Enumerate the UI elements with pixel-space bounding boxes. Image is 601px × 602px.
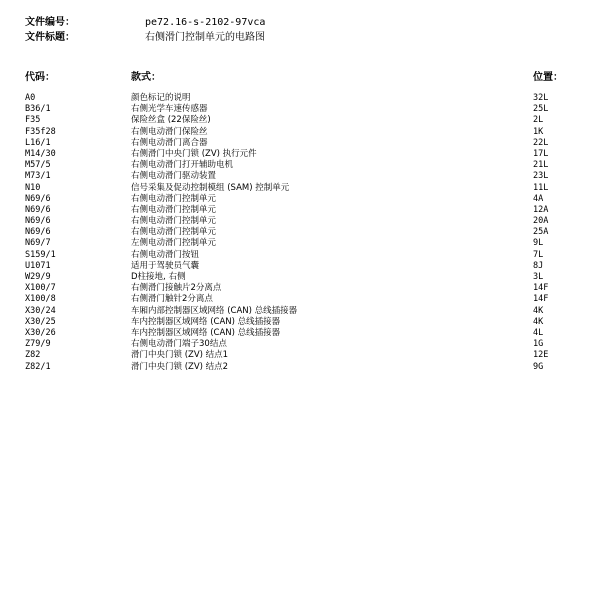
- row-code: X30/24: [25, 305, 56, 316]
- row-model: 左侧电动滑门控制单元: [131, 238, 217, 249]
- table-row: [25, 171, 585, 182]
- row-code: M14/30: [25, 148, 56, 159]
- row-code: F35: [25, 115, 41, 126]
- row-code: Z82: [25, 350, 41, 361]
- row-position: 4A: [533, 193, 544, 204]
- table-row: [25, 115, 585, 126]
- row-code: X30/25: [25, 316, 56, 327]
- row-model: 车厢内部控制器区域网络 (CAN) 总线插接器: [131, 305, 298, 316]
- table-row: [25, 194, 585, 205]
- row-model: D柱接地, 右侧: [131, 272, 186, 282]
- row-model: 右侧电动滑门打开辅助电机: [131, 160, 234, 171]
- row-position: 32L: [533, 93, 549, 103]
- row-position: 14F: [533, 294, 549, 305]
- row-model: 滑门中央门锁 (ZV) 结点1: [131, 350, 229, 361]
- row-position: 4K: [533, 305, 544, 316]
- row-code: Z79/9: [25, 339, 51, 350]
- table-row: [25, 306, 585, 317]
- row-model: 车内控制器区域网络 (CAN) 总线插接器: [131, 327, 281, 338]
- row-code: Z82/1: [25, 361, 51, 372]
- table-row: [25, 328, 585, 339]
- document-number-label: 文件编号：: [25, 17, 75, 28]
- table-row: [25, 104, 585, 115]
- row-position: 21L: [533, 160, 549, 171]
- row-position: 7L: [533, 249, 544, 260]
- row-code: A0: [25, 93, 36, 103]
- table-row: [25, 227, 585, 238]
- table-row: [25, 160, 585, 171]
- row-model: 右侧电动滑门保险丝: [131, 126, 208, 137]
- row-position: 2L: [533, 115, 544, 126]
- row-position: 22L: [533, 137, 549, 148]
- row-position: 25A: [533, 227, 549, 238]
- row-position: 4K: [533, 316, 544, 327]
- row-position: 1G: [533, 339, 544, 350]
- row-model: 右侧电动滑门控制单元: [131, 216, 217, 227]
- row-position: 17L: [533, 148, 549, 159]
- row-code: N69/7: [25, 238, 51, 249]
- row-position: 1K: [533, 126, 544, 137]
- row-position: 4L: [533, 327, 544, 338]
- row-model: 颜色标记的说明: [131, 93, 191, 103]
- table-row: [25, 238, 585, 249]
- row-position: 12E: [533, 350, 549, 361]
- row-model: 右侧电动滑门控制单元: [131, 227, 217, 238]
- row-code: X100/7: [25, 283, 56, 294]
- row-position: 9G: [533, 361, 544, 372]
- table-row: [25, 127, 585, 138]
- document-title-value: 右侧滑门控制单元的电路图: [145, 32, 265, 43]
- header-code: 代码：: [25, 72, 55, 83]
- table-row: [25, 261, 585, 272]
- row-position: 25L: [533, 104, 549, 115]
- row-model: 保险丝盒 (22保险丝): [131, 115, 211, 126]
- row-model: 右侧电动滑门控制单元: [131, 204, 217, 215]
- row-code: N69/6: [25, 227, 51, 238]
- table-row: [25, 283, 585, 294]
- row-code: M73/1: [25, 171, 51, 182]
- component-table: [25, 93, 585, 373]
- table-row: [25, 149, 585, 160]
- row-code: F35f28: [25, 126, 56, 137]
- row-model: 滑门中央门锁 (ZV) 结点2: [131, 361, 229, 372]
- row-model: 右侧电动滑门端子30结点: [131, 339, 227, 350]
- row-model: 右侧滑门接触片2分离点: [131, 283, 222, 294]
- row-model: 右侧电动滑门离合器: [131, 137, 208, 148]
- row-model: 信号采集及促动控制模组 (SAM) 控制单元: [131, 182, 290, 193]
- row-model: 右侧电动滑门控制单元: [131, 193, 217, 204]
- row-code: X30/26: [25, 327, 56, 338]
- table-row: [25, 350, 585, 361]
- row-position: 12A: [533, 204, 549, 215]
- table-header: [25, 68, 585, 82]
- row-position: 11L: [533, 182, 549, 193]
- row-position: 14F: [533, 283, 549, 294]
- row-position: 9L: [533, 238, 544, 249]
- row-position: 8J: [533, 260, 544, 271]
- header-model: 款式：: [131, 72, 161, 83]
- table-row: [25, 250, 585, 261]
- row-code: M57/5: [25, 160, 51, 171]
- row-position: 23L: [533, 171, 549, 182]
- table-row: [25, 339, 585, 350]
- row-code: N69/6: [25, 216, 51, 227]
- table-row: [25, 294, 585, 305]
- row-model: 车内控制器区域网络 (CAN) 总线插接器: [131, 316, 281, 327]
- table-row: [25, 272, 585, 283]
- row-code: N69/6: [25, 193, 51, 204]
- table-row: [25, 183, 585, 194]
- row-code: N69/6: [25, 204, 51, 215]
- document-title-row: [25, 32, 265, 44]
- row-code: S159/1: [25, 249, 56, 260]
- document-number-row: [25, 17, 265, 29]
- row-code: U1071: [25, 260, 51, 271]
- row-code: X100/8: [25, 294, 56, 305]
- header-position: 位置：: [533, 72, 563, 83]
- table-row: [25, 138, 585, 149]
- table-row: [25, 216, 585, 227]
- document-title-label: 文件标题：: [25, 32, 75, 43]
- document-number-value: pe72.16-s-2102-97vca: [145, 17, 266, 28]
- row-model: 适用于驾驶员气囊: [131, 260, 200, 271]
- table-row: [25, 205, 585, 216]
- row-model: 右侧滑门触针2分离点: [131, 294, 213, 305]
- row-model: 右侧滑门中央门锁 (ZV) 执行元件: [131, 148, 257, 159]
- table-row: [25, 93, 585, 104]
- row-model: 右侧光学车速传感器: [131, 104, 208, 115]
- row-code: L16/1: [25, 137, 51, 148]
- row-position: 3L: [533, 272, 544, 282]
- row-model: 右侧电动滑门驱动装置: [131, 171, 217, 182]
- row-position: 20A: [533, 216, 549, 227]
- row-model: 右侧电动滑门按钮: [131, 249, 200, 260]
- table-row: [25, 362, 585, 373]
- row-code: W29/9: [25, 272, 51, 282]
- row-code: N10: [25, 182, 41, 193]
- table-row: [25, 317, 585, 328]
- row-code: B36/1: [25, 104, 51, 115]
